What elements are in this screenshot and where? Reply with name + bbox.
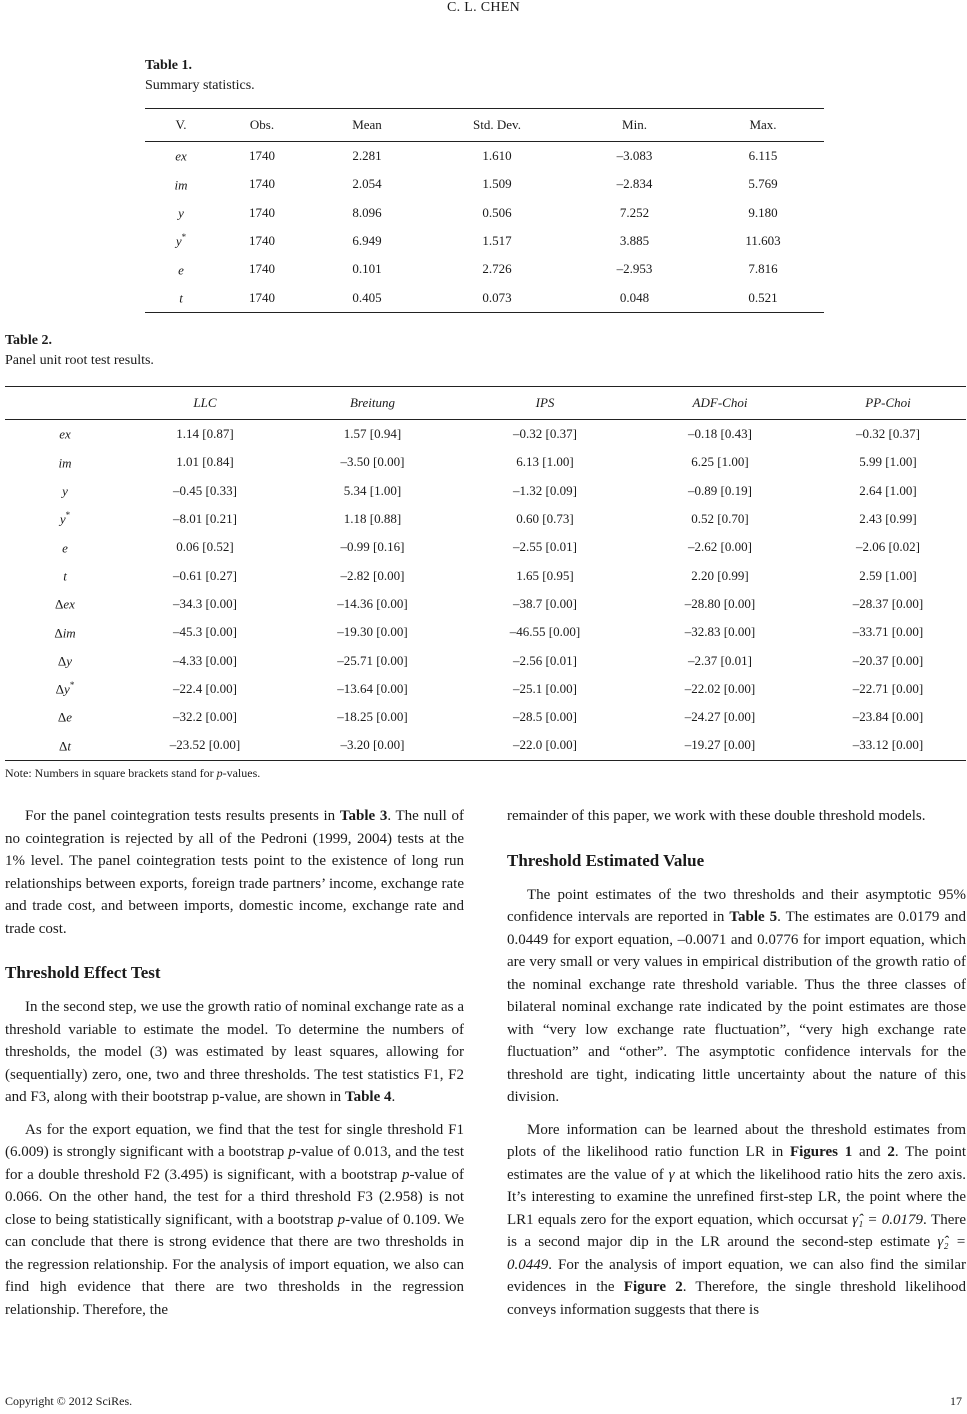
- table2-note: [5, 766, 260, 781]
- table2-header-cell: ADF-Choi: [630, 387, 810, 420]
- italic-run: p: [401, 1166, 410, 1183]
- variable-name: y: [59, 511, 66, 527]
- table-cell-min: 0.048: [567, 283, 702, 312]
- table1-title: Table 1.: [145, 58, 192, 73]
- table-cell-adf: –0.18 [0.43]: [688, 426, 752, 442]
- table-cell-min: 3.885: [619, 233, 650, 249]
- variable-name: y: [178, 205, 184, 221]
- table-cell-pp: 5.99 [1.00]: [859, 454, 917, 470]
- variable-cell: [5, 561, 125, 589]
- table-cell-min: –2.834: [616, 176, 653, 192]
- table-cell-ips: –0.32 [0.37]: [513, 426, 577, 442]
- table-cell-breitung: 5.34 [1.00]: [343, 482, 402, 498]
- table-row: [5, 703, 966, 731]
- table-cell-adf: –32.83 [0.00]: [684, 624, 756, 640]
- table-cell-max: 11.603: [745, 233, 781, 249]
- table-cell-max: 7.816: [748, 261, 778, 277]
- table1-caption: [145, 56, 255, 96]
- table-cell-max: 9.180: [748, 204, 778, 220]
- table2-header-cell: LLC: [125, 387, 285, 420]
- table-row: [5, 420, 966, 449]
- table-cell-breitung: –0.99 [0.16]: [340, 539, 405, 555]
- table-cell-pp: 2.64 [1.00]: [859, 482, 917, 498]
- table-cell-llc: –4.33 [0.00]: [173, 652, 237, 668]
- table-cell-obs: 1740: [249, 233, 275, 249]
- table-row: [5, 561, 966, 589]
- table-cell-min: –2.953: [616, 261, 653, 277]
- table-cell-obs: 1740: [249, 261, 275, 277]
- text-run: -value of 0.109. We can conclude that there is strong evidence that there are two thresholds in the regression relationship. For the analysis of import equation, we also can find high evidence that there are two thresholds in the regression relationship. Therefore, the: [5, 1211, 464, 1318]
- table-cell-pp: –2.06 [0.02]: [856, 539, 920, 555]
- text-run: The point estimates of the two thresholds and their asymptotic 95% confidence intervals are reported in: [507, 886, 966, 925]
- variable-cell: [5, 477, 125, 505]
- table-cell-adf: 2.20 [0.99]: [691, 567, 749, 583]
- variable-cell: [145, 227, 217, 255]
- table-cell-obs: 1740: [249, 204, 275, 220]
- table-cell-ips: 0.60 [0.73]: [516, 511, 574, 527]
- variable-cell: [5, 505, 125, 533]
- table-cell-ips: –2.55 [0.01]: [513, 539, 577, 555]
- table-cell-ips: –38.7 [0.00]: [513, 595, 577, 611]
- text-run: -value of 0.013, and the test for a double threshold F2 (3.495) is significant, with a bootstrap: [5, 1144, 464, 1183]
- variable-prefix: Δ: [54, 624, 63, 640]
- paragraph: [507, 1119, 966, 1322]
- section-heading: Threshold Effect Test: [5, 963, 161, 982]
- table-cell-sd: 2.726: [482, 261, 512, 277]
- italic-run: p: [337, 1211, 346, 1228]
- table1-header-cell: Std. Dev.: [427, 109, 567, 142]
- table-row: [5, 448, 966, 476]
- variable-prefix: Δ: [55, 681, 65, 697]
- table-row: [5, 590, 966, 618]
- table-row: [5, 477, 966, 505]
- table1-header-cell: Max.: [702, 109, 824, 142]
- variable-cell: [5, 420, 125, 449]
- table-cell-max: 0.521: [702, 283, 824, 312]
- variable-prefix: Δ: [59, 738, 68, 754]
- table-cell-llc: –22.4 [0.00]: [173, 680, 237, 696]
- table-cell-llc: 0.06 [0.52]: [176, 539, 234, 555]
- text-run: As for the export equation, we find that the test for single threshold F1 (6.009) is strongly significant with a bootstrap: [5, 1121, 464, 1160]
- table-cell-sd: 1.610: [482, 148, 512, 164]
- paragraph: [5, 1119, 464, 1322]
- table-cell-pp: –0.32 [0.37]: [856, 426, 920, 442]
- variable-cell: [5, 448, 125, 476]
- table-cell-ips: –28.5 [0.00]: [513, 709, 577, 725]
- table-cell-pp: –33.71 [0.00]: [852, 624, 924, 640]
- variable-name: ex: [63, 596, 75, 612]
- table-cell-breitung: –14.36 [0.00]: [337, 595, 408, 611]
- table-cell-mean: 6.949: [352, 233, 382, 249]
- table-cell-pp: –28.37 [0.00]: [852, 595, 924, 611]
- variable-name: e: [178, 262, 184, 277]
- table-cell-pp: 2.43 [0.99]: [859, 511, 917, 527]
- table-cell-ips: 6.13 [1.00]: [516, 454, 574, 470]
- table-cell-sd: 0.073: [427, 283, 567, 312]
- table-row: [5, 731, 966, 760]
- table-cell-breitung: –19.30 [0.00]: [337, 624, 408, 640]
- table-cell-breitung: –25.71 [0.00]: [337, 652, 408, 668]
- table-cell-mean: 8.096: [352, 204, 382, 220]
- variable-cell: [5, 533, 125, 561]
- table-row: [5, 618, 966, 646]
- table-cell-ips: –22.0 [0.00]: [460, 731, 630, 760]
- table-cell-adf: –24.27 [0.00]: [684, 709, 756, 725]
- table-row: [5, 646, 966, 674]
- table1-subtitle: Summary statistics.: [145, 78, 255, 93]
- table-cell-ips: –25.1 [0.00]: [513, 680, 577, 696]
- variable-prefix: Δ: [57, 709, 67, 725]
- note-text-end: -values.: [222, 766, 261, 780]
- table-cell-ips: –2.56 [0.01]: [513, 652, 577, 668]
- variable-cell: [5, 731, 125, 760]
- variable-name: im: [62, 624, 76, 640]
- equation: γ̂₁ = 0.0179: [852, 1211, 924, 1228]
- text-run: . The null of no cointegration is rejected by all of the Pedroni (1999, 2004) tests at the 1% level. The panel cointegration tests point to the existence of long run relationships between exports, foreign trade partners’ income, exchange rate and trade cost, and between imports, domestic income, exchange rate and trade cost.: [5, 808, 465, 937]
- variable-prefix: Δ: [55, 596, 64, 612]
- table-reference[interactable]: Table 4: [344, 1089, 392, 1105]
- table-cell-ips: –46.55 [0.00]: [509, 624, 581, 640]
- table-cell-pp: –33.12 [0.00]: [810, 731, 966, 760]
- equation: γ̂₂ = 0.0449: [507, 1234, 967, 1273]
- table-cell-min: 7.252: [619, 204, 650, 220]
- table1-header-row: [145, 109, 824, 142]
- table2-header-cell: PP-Choi: [810, 387, 966, 420]
- table-cell-adf: –28.80 [0.00]: [684, 595, 756, 611]
- variable-name: y: [64, 681, 70, 697]
- text-run: More information can be learned about the threshold estimates from plots of the likelihood ratio function LR in: [507, 1121, 966, 1160]
- page-number: 17: [950, 1394, 962, 1408]
- text-run: . For the analysis of import equation, we can also find the similar evidences in the: [507, 1256, 966, 1295]
- variable-name: y: [62, 483, 68, 499]
- figure-reference[interactable]: 2: [887, 1144, 895, 1160]
- text-run: . The estimates are 0.0179 and 0.0449 for export equation, –0.0071 and 0.0776 for import equation, which are very small or very values in empirical distribution of the growth ratio of the nominal exchange rate threshold variable. Thus the three classes of bilateral nominal exchange rate indicated by the point estimates are those with “very low exchange rate fluctuation”, “very high exchange rate fluctuation” and “other”. The asymptotic confidence intervals for the threshold are tight, indicating little uncertainty about the nature of this division.: [507, 909, 966, 1105]
- table-cell-ips: 1.65 [0.95]: [516, 567, 574, 583]
- variable-name: im: [58, 455, 72, 471]
- table-cell-mean: 2.281: [352, 148, 382, 164]
- note-text: Note: Numbers in square brackets stand for: [5, 766, 217, 780]
- variable-name: y: [175, 233, 182, 249]
- table-row: [5, 533, 966, 561]
- table1-body: [145, 142, 824, 313]
- variable-name: im: [174, 177, 188, 193]
- variable-name: e: [66, 709, 73, 725]
- table-cell-obs: 1740: [217, 283, 307, 312]
- table-cell-max: 5.769: [748, 176, 778, 192]
- variable-cell: [5, 703, 125, 731]
- table-cell-mean: 2.054: [352, 176, 382, 192]
- text-run: and: [852, 1144, 888, 1160]
- table-cell-llc: –0.61 [0.27]: [173, 567, 237, 583]
- text-run: . Therefore, the single threshold likelihood conveys information suggests that there is: [507, 1279, 966, 1318]
- figure-reference[interactable]: Figure 2: [623, 1279, 683, 1295]
- table2-header-row: [5, 387, 966, 420]
- table-cell-llc: 1.14 [0.87]: [176, 426, 234, 442]
- table2-subtitle: Panel unit root test results.: [5, 353, 154, 368]
- table-cell-max: 6.115: [748, 148, 778, 164]
- table-cell-min: –3.083: [616, 148, 653, 164]
- table-cell-llc: –32.2 [0.00]: [173, 709, 237, 725]
- variable-cell: [5, 590, 125, 618]
- italic-run: p: [288, 1144, 296, 1160]
- table-cell-pp: –20.37 [0.00]: [852, 652, 924, 668]
- variable-cell: [145, 170, 217, 198]
- table-row: [5, 505, 966, 533]
- table-row: [145, 283, 824, 312]
- variable-cell: [5, 675, 125, 703]
- table-row: [145, 227, 824, 255]
- text-run: .: [391, 1089, 396, 1105]
- table-cell-mean: 0.101: [352, 261, 382, 277]
- table2-header-cell: IPS: [460, 387, 630, 420]
- table2-header-cell: Breitung: [285, 387, 460, 420]
- paragraph: [5, 996, 464, 1109]
- table-cell-ips: –1.32 [0.09]: [513, 482, 577, 498]
- table-cell-obs: 1740: [249, 148, 275, 164]
- variable-cell: [145, 255, 217, 283]
- section-heading: Threshold Estimated Value: [507, 850, 705, 870]
- table1-header-cell: Obs.: [217, 109, 307, 142]
- table2-body: [5, 420, 966, 761]
- variable-cell: [145, 283, 217, 312]
- table2-title: Table 2.: [5, 333, 52, 348]
- variable-star: *: [69, 680, 75, 691]
- table2-caption: [5, 331, 154, 371]
- paragraph: [5, 805, 464, 940]
- table-cell-adf: 0.52 [0.70]: [691, 511, 749, 527]
- table-cell-llc: –0.45 [0.33]: [173, 482, 237, 498]
- table-cell-breitung: –13.64 [0.00]: [337, 680, 408, 696]
- table-cell-adf: –0.89 [0.19]: [688, 482, 752, 498]
- table-row: [5, 675, 966, 703]
- table-cell-adf: 6.25 [1.00]: [691, 454, 749, 470]
- note-italic: p: [216, 766, 223, 780]
- table-cell-pp: –23.84 [0.00]: [852, 709, 924, 725]
- variable-name: t: [179, 290, 183, 306]
- table-cell-breitung: –18.25 [0.00]: [337, 709, 408, 725]
- table-row: [145, 255, 824, 283]
- table1-header-cell: V.: [145, 109, 217, 142]
- table-reference[interactable]: Table 5: [729, 909, 778, 925]
- variable-cell: [5, 618, 125, 646]
- table-cell-llc: –34.3 [0.00]: [173, 595, 237, 611]
- table1-header-cell: Min.: [567, 109, 702, 142]
- table-cell-adf: –22.02 [0.00]: [684, 680, 756, 696]
- table-cell-adf: –19.27 [0.00]: [630, 731, 810, 760]
- variable-name: ex: [59, 426, 71, 442]
- table-cell-adf: –2.62 [0.00]: [688, 539, 752, 555]
- running-head: C. L. CHEN: [447, 0, 520, 15]
- copyright-footer: Copyright © 2012 SciRes.: [5, 1394, 133, 1408]
- gamma-symbol: γ: [668, 1166, 675, 1183]
- table-cell-breitung: –2.82 [0.00]: [340, 567, 405, 583]
- variable-prefix: Δ: [57, 653, 67, 669]
- table-cell-breitung: –3.50 [0.00]: [340, 454, 405, 470]
- variable-name: t: [67, 738, 71, 754]
- text-run: For the panel cointegration tests results presents in: [25, 808, 340, 824]
- variable-name: ex: [175, 148, 187, 164]
- table-cell-sd: 0.506: [482, 204, 512, 220]
- table-row: [145, 199, 824, 227]
- table-cell-sd: 1.517: [482, 233, 512, 249]
- text-run: . The point estimates are the value of: [507, 1144, 966, 1183]
- variable-name: e: [62, 540, 68, 555]
- table-row: [145, 142, 824, 171]
- summary-statistics-table: [145, 108, 824, 313]
- table-cell-pp: –22.71 [0.00]: [852, 680, 924, 696]
- table-row: [145, 170, 824, 198]
- table-cell-obs: 1740: [249, 176, 275, 192]
- text-run: at which the likelihood ratio hits the zero axis. It’s interesting to examine the unrefined first-step LR, the point where the LR1 equals zero for the export equation, which occursat: [507, 1166, 966, 1228]
- table-reference[interactable]: Table 3: [339, 808, 388, 824]
- table-cell-llc: 1.01 [0.84]: [176, 454, 234, 470]
- table-cell-llc: –45.3 [0.00]: [173, 624, 237, 640]
- variable-name: y: [66, 653, 73, 669]
- table-cell-llc: –8.01 [0.21]: [173, 511, 237, 527]
- paragraph: [507, 884, 966, 1109]
- table-cell-breitung: –3.20 [0.00]: [285, 731, 460, 760]
- table-cell-breitung: 1.57 [0.94]: [343, 426, 402, 442]
- variable-cell: [145, 199, 217, 227]
- table2-header-cell: [5, 387, 125, 420]
- variable-name: t: [63, 568, 67, 584]
- figure-reference[interactable]: Figures 1: [789, 1144, 853, 1160]
- table-cell-llc: –23.52 [0.00]: [125, 731, 285, 760]
- unit-root-test-table: [5, 386, 966, 761]
- table-cell-mean: 0.405: [307, 283, 427, 312]
- text-run: . There is a second major dip in the LR around the second-step estimate: [507, 1211, 967, 1250]
- table-cell-pp: 2.59 [1.00]: [859, 567, 917, 583]
- table-cell-sd: 1.509: [482, 176, 512, 192]
- table1-header-cell: Mean: [307, 109, 427, 142]
- right-column: [507, 805, 966, 1321]
- table-cell-adf: –2.37 [0.01]: [688, 652, 752, 668]
- text-run: -value of 0.066. On the other hand, the test for a third threshold F3 (2.958) is not close to being statistically significant, with a bootstrap: [5, 1166, 464, 1228]
- variable-cell: [145, 142, 217, 171]
- variable-cell: [5, 646, 125, 674]
- paragraph: remainder of this paper, we work with these double threshold models.: [507, 808, 926, 824]
- text-run: In the second step, we use the growth ratio of nominal exchange rate as a threshold variable to estimate the model. To determine the numbers of thresholds, the model (3) was estimated by least squares, allowing for (sequentially) zero, one, two and three thresholds. The test statistics F1, F2 and F3, along with their bootstrap p-value, are shown in: [5, 999, 464, 1105]
- variable-star: *: [181, 232, 187, 243]
- table-cell-breitung: 1.18 [0.88]: [343, 511, 402, 527]
- variable-star: *: [65, 510, 71, 521]
- left-column: [5, 805, 464, 1321]
